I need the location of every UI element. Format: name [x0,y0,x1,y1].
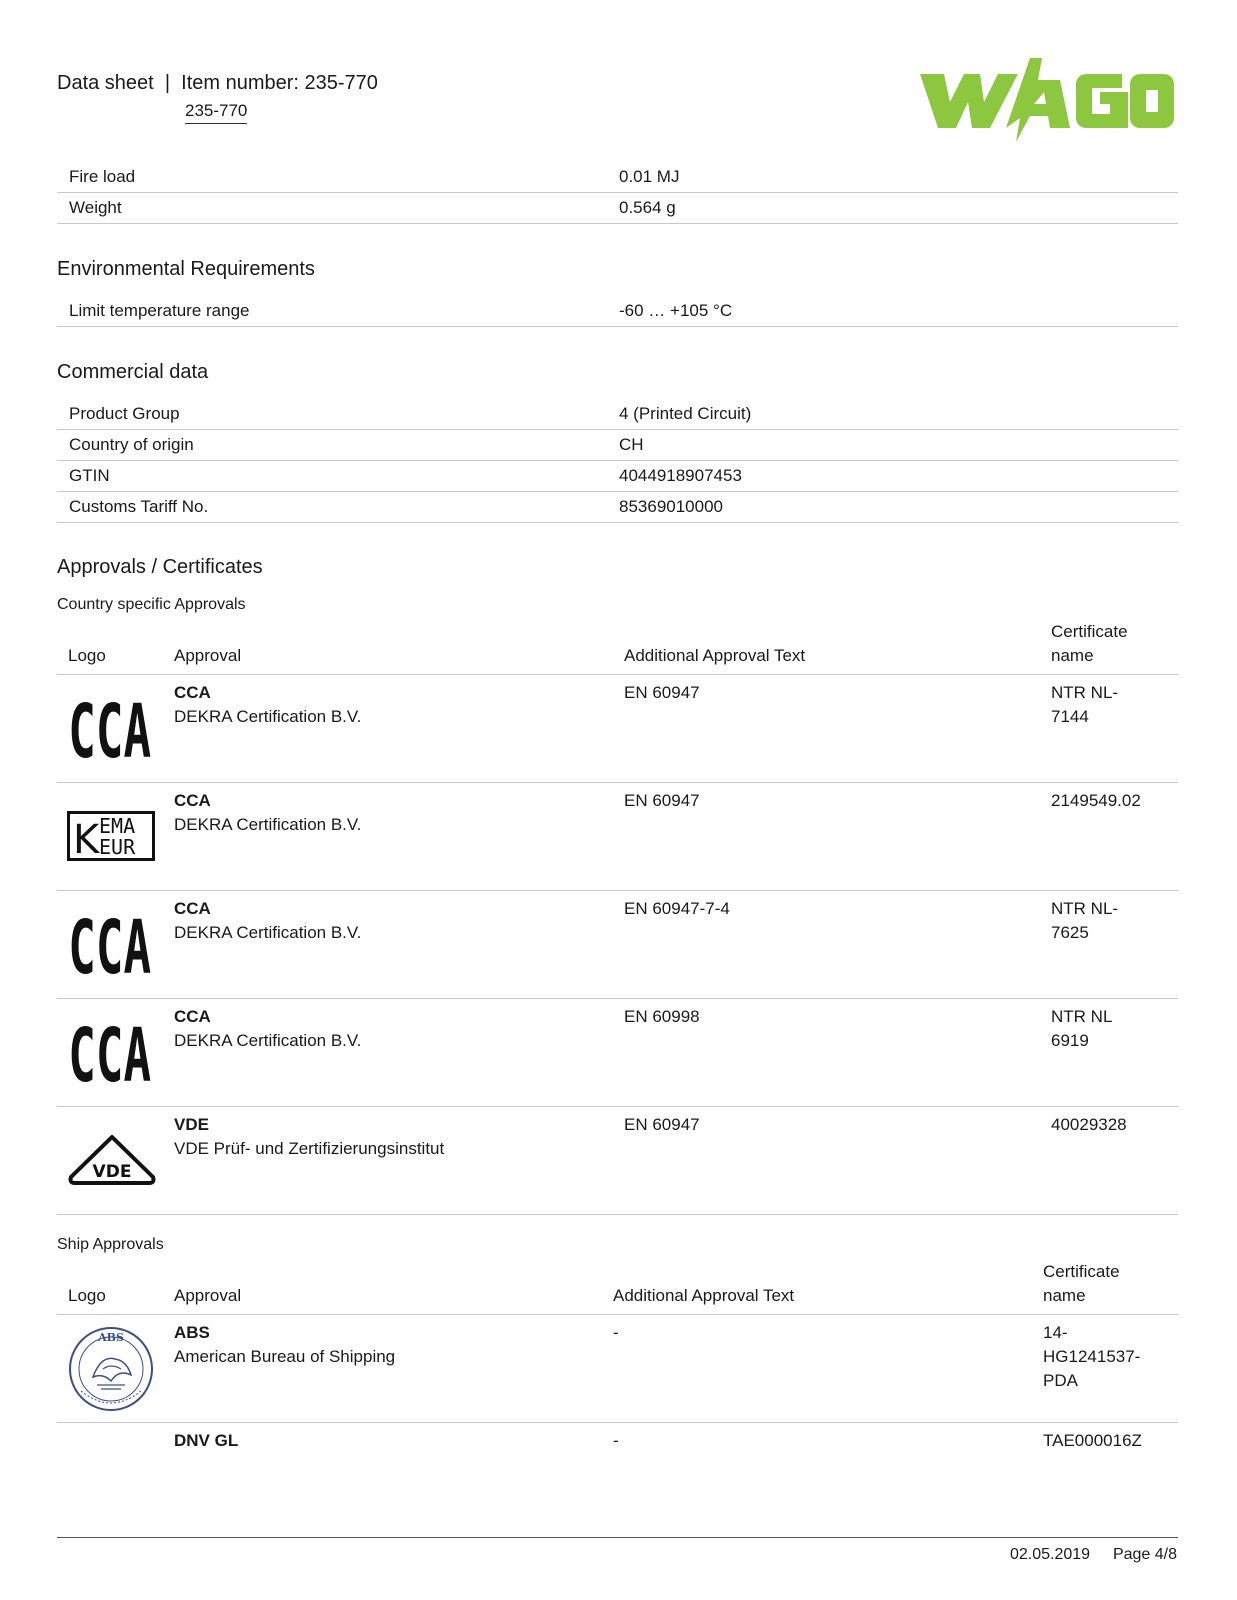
certificate-name: 6919 [1051,1031,1089,1050]
approval-name: CCA [174,1007,211,1026]
svg-text:EMA: EMA [99,814,136,838]
certificate-name: NTR NL- [1051,899,1119,918]
ship-approvals-table [57,1260,1178,1463]
property-value: 85369010000 [619,497,724,516]
vde-logo-icon [67,1133,157,1189]
property-label: GTIN [69,466,110,485]
additional-approval-text: - [613,1323,619,1342]
footer-page-number: Page 4/8 [1112,1546,1177,1563]
table-row [57,461,1178,492]
approval-name: CCA [174,683,211,702]
header-logo: Logo [68,1286,106,1305]
certificate-name: 14- [1043,1323,1068,1342]
property-label: Product Group [69,404,180,423]
table-row [57,783,1178,891]
property-value: 4044918907453 [619,466,742,485]
table-row [57,675,1178,783]
approval-body: DEKRA Certification B.V. [174,815,362,834]
approval-body: DEKRA Certification B.V. [174,707,362,726]
certificate-name: TAE000016Z [1043,1431,1142,1450]
table-row [57,399,1178,430]
approval-body: American Bureau of Shipping [174,1347,396,1366]
certificate-name: 2149549.02 [1051,791,1141,810]
property-label: Weight [69,198,122,217]
footer-date: 02.05.2019 [1009,1546,1091,1563]
header-additional-text: Additional Approval Text [624,646,806,665]
certificate-name: NTR NL [1051,1007,1113,1026]
certificate-name: NTR NL- [1051,683,1119,702]
table-row [57,430,1178,461]
item-number-link[interactable]: 235-770 [185,101,247,124]
table-row [57,492,1178,523]
approval-name: DNV GL [174,1431,239,1450]
environmental-table [57,296,1178,327]
table-header [57,1260,1178,1315]
table-row [57,1423,1178,1463]
header-certificate-name: Certificate name [1043,1262,1120,1305]
cca-logo-icon [67,909,157,979]
section-title-environmental: Environmental Requirements [57,258,315,280]
svg-text:K: K [73,817,100,863]
approval-name: ABS [174,1323,210,1342]
additional-approval-text: EN 60947 [624,791,700,810]
page-footer [1010,1546,1177,1564]
approval-name: CCA [174,899,211,918]
svg-text:CCA: CCA [68,909,152,979]
property-value: 0.01 MJ [619,167,680,186]
table-row [57,891,1178,999]
table-row [57,999,1178,1107]
kema-keur-logo-icon [67,811,155,863]
property-value: 0.564 g [619,198,676,217]
property-value: CH [619,435,644,454]
header-approval: Approval [174,1286,242,1305]
section-title-approvals: Approvals / Certificates [57,556,263,578]
commercial-table [57,399,1178,523]
additional-approval-text: EN 60947 [624,1115,700,1134]
cca-logo-icon [67,1017,157,1087]
page-title: Data sheet | Item number: 235-770 [57,72,378,94]
section-title-commercial: Commercial data [57,361,209,383]
approval-body: DEKRA Certification B.V. [174,1031,362,1050]
approval-body: VDE Prüf- und Zertifizierungsinstitut [174,1139,445,1158]
certificate-name: PDA [1043,1371,1078,1390]
country-approvals-table [57,620,1178,1215]
header-approval: Approval [174,646,242,665]
header-additional-text: Additional Approval Text [613,1286,795,1305]
approval-name: VDE [174,1115,209,1134]
svg-text:ABS: ABS [98,1331,124,1344]
property-label: Country of origin [69,435,194,454]
property-value: -60 … +105 °C [619,301,733,320]
table-row [57,1107,1178,1215]
svg-text:VDE: VDE [92,1162,132,1182]
additional-approval-text: - [613,1431,619,1450]
abs-seal-logo-icon [67,1325,155,1413]
svg-text:CCA: CCA [68,1017,152,1087]
property-label: Fire load [69,167,136,186]
footer-divider [57,1537,1178,1538]
certificate-name: 7144 [1051,707,1089,726]
properties-table [57,162,1178,224]
table-header [57,620,1178,675]
certificate-name: 7625 [1051,923,1089,942]
approval-name: CCA [174,791,211,810]
subsection-title-country-approvals: Country specific Approvals [57,596,246,613]
approval-body: DEKRA Certification B.V. [174,923,362,942]
svg-text:EUR: EUR [99,835,136,859]
subsection-title-ship-approvals: Ship Approvals [57,1236,164,1253]
cca-logo-icon [67,693,157,763]
property-label: Customs Tariff No. [69,497,209,516]
table-row [57,296,1178,327]
property-label: Limit temperature range [69,301,250,320]
table-row [57,162,1178,193]
table-row [57,1315,1178,1423]
additional-approval-text: EN 60998 [624,1007,700,1026]
header-logo: Logo [68,646,106,665]
additional-approval-text: EN 60947-7-4 [624,899,730,918]
svg-text:CCA: CCA [68,693,152,763]
certificate-name: HG1241537- [1043,1347,1141,1366]
property-value: 4 (Printed Circuit) [619,404,752,423]
additional-approval-text: EN 60947 [624,683,700,702]
wago-logo [920,58,1175,144]
table-row [57,193,1178,224]
certificate-name: 40029328 [1051,1115,1127,1134]
header-certificate-name: Certificate name [1051,622,1128,665]
